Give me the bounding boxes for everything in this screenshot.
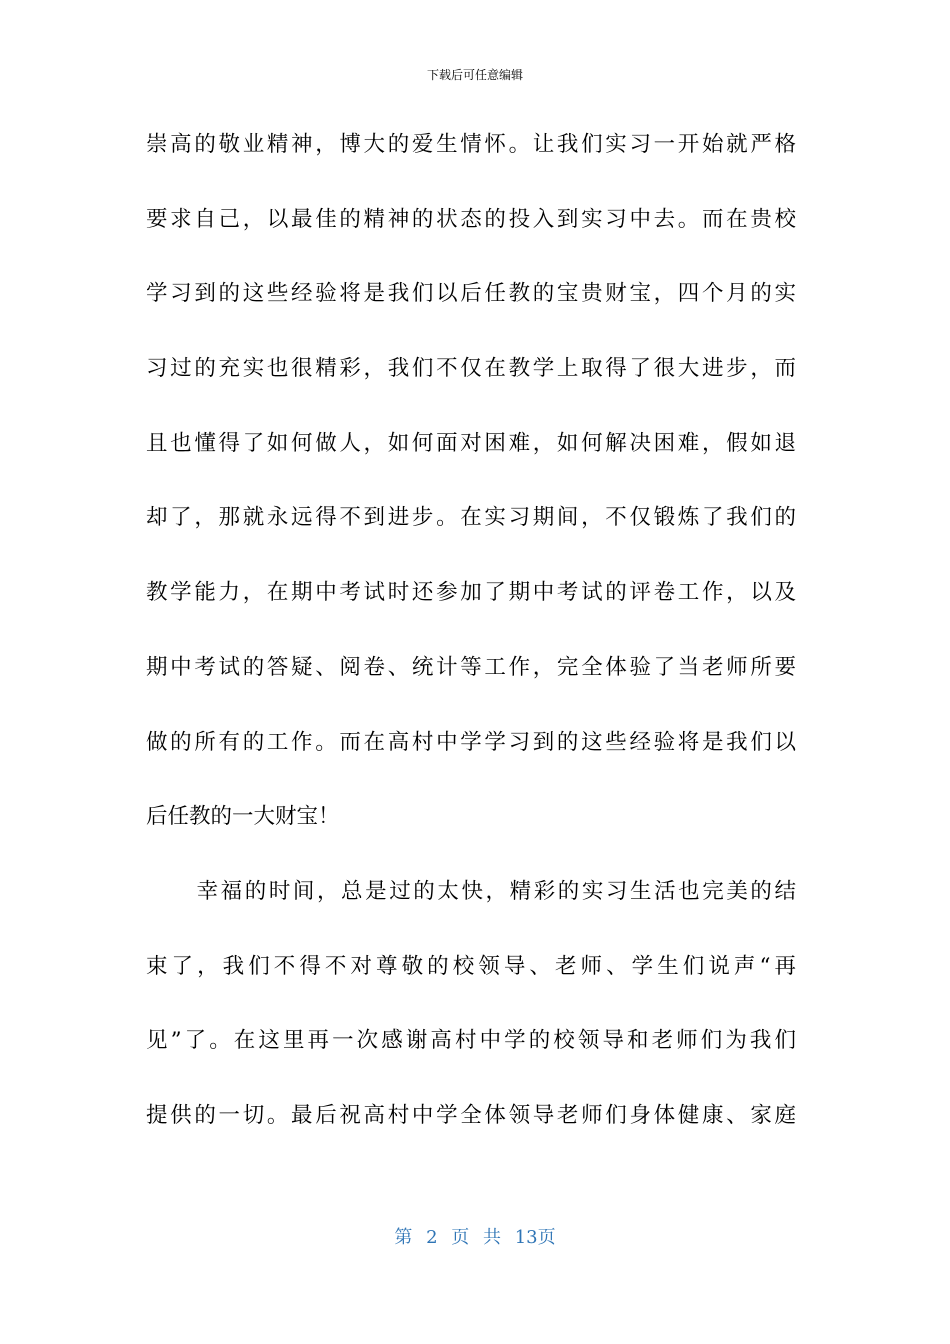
page-number-footer: 第 2 页 共 13页 bbox=[394, 1227, 556, 1248]
text-line: 习过的充实也很精彩，我们不仅在教学上取得了很大进步，而 bbox=[146, 356, 796, 382]
text-line: 且也懂得了如何做人，如何面对困难，如何解决困难，假如退 bbox=[146, 430, 796, 456]
text-line-content: 幸福的时间，总是过的太快，精彩的实习生活也完美的结 bbox=[194, 878, 796, 904]
text-line: 崇高的敬业精神，博大的爱生情怀。让我们实习一开始就严格 bbox=[146, 132, 796, 157]
text-line: 提供的一切。最后祝高村中学全体领导老师们身体健康、家庭 bbox=[146, 1102, 796, 1128]
paragraph-1 bbox=[146, 116, 796, 863]
text-line: 教学能力，在期中考试时还参加了期中考试的评卷工作，以及 bbox=[146, 580, 796, 606]
text-line: 后任教的一大财宝！ bbox=[146, 804, 340, 830]
text-line: 却了，那就永远得不到进步。在实习期间，不仅锻炼了我们的 bbox=[146, 505, 796, 531]
text-line: 束了，我们不得不对尊敬的校领导、老师、学生们说声“再 bbox=[146, 953, 796, 979]
text-line-indented bbox=[146, 863, 796, 938]
text-line: 要求自己，以最佳的精神的状态的投入到实习中去。而在贵校 bbox=[146, 206, 796, 232]
text-line: 做的所有的工作。而在高村中学学习到的这些经验将是我们以 bbox=[146, 729, 796, 755]
text-line: 学习到的这些经验将是我们以后任教的宝贵财宝，四个月的实 bbox=[146, 281, 796, 307]
document-body bbox=[146, 116, 796, 1162]
page-header: 下载后可任意编辑 bbox=[426, 68, 523, 82]
text-line: 期中考试的答疑、阅卷、统计等工作，完全体验了当老师所要 bbox=[146, 654, 796, 680]
paragraph-2 bbox=[146, 863, 796, 1162]
text-line: 见”了。在这里再一次感谢高村中学的校领导和老师们为我们 bbox=[146, 1028, 796, 1054]
